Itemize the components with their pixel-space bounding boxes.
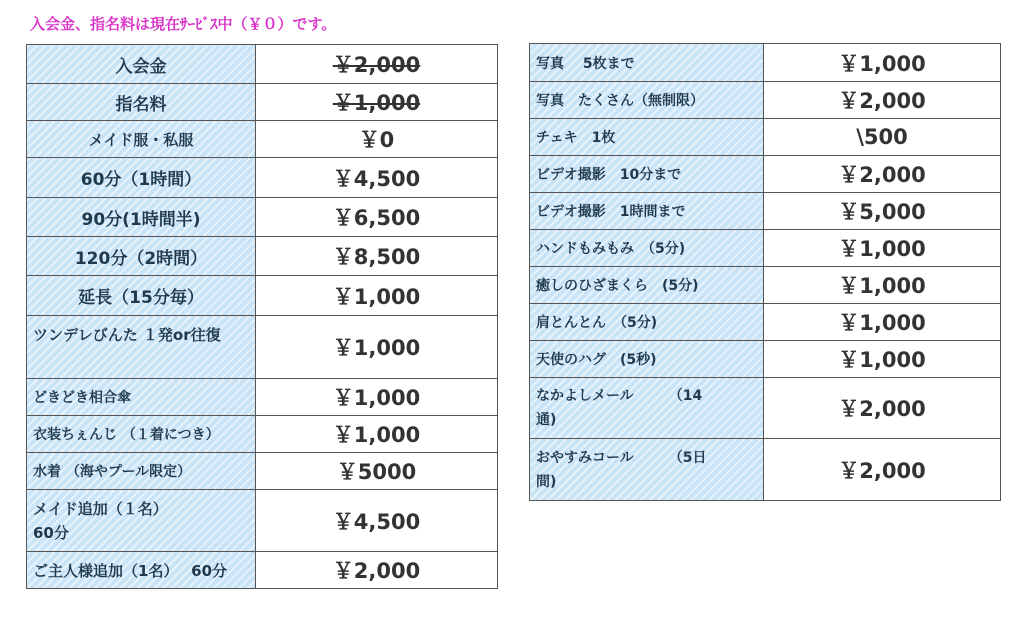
row-label: チェキ 1枚 bbox=[530, 119, 764, 156]
table-row bbox=[27, 276, 498, 316]
row-price: ￥8,500 bbox=[256, 237, 498, 276]
row-label: ツンデレびんた １発or往復 bbox=[27, 316, 256, 379]
table-row bbox=[27, 490, 498, 552]
row-price: \500 bbox=[764, 119, 1001, 156]
table-row bbox=[530, 267, 1001, 304]
row-price: ￥1,000 bbox=[764, 44, 1001, 82]
row-label: 衣装ちぇんじ （１着につき） bbox=[27, 416, 256, 453]
row-label: ハンドもみもみ （5分) bbox=[530, 230, 764, 267]
row-price: ￥1,000 bbox=[256, 276, 498, 316]
table-row bbox=[530, 230, 1001, 267]
row-label: 入会金 bbox=[27, 45, 256, 84]
row-label: 天使のハグ (5秒) bbox=[530, 341, 764, 378]
row-label bbox=[530, 378, 764, 439]
row-price: ￥6,500 bbox=[256, 198, 498, 237]
row-price: ￥1,000 bbox=[764, 341, 1001, 378]
table-row bbox=[27, 552, 498, 589]
table-row bbox=[530, 82, 1001, 119]
row-label-line: 60分 bbox=[33, 523, 69, 542]
row-price: ￥2,000 bbox=[256, 45, 498, 84]
row-label: 肩とんとん （5分) bbox=[530, 304, 764, 341]
row-price: ￥2,000 bbox=[256, 552, 498, 589]
table-row bbox=[530, 44, 1001, 82]
table-row bbox=[27, 45, 498, 84]
row-label bbox=[27, 490, 256, 552]
table-row bbox=[530, 193, 1001, 230]
row-label bbox=[530, 439, 764, 501]
row-price: ￥4,500 bbox=[256, 158, 498, 198]
row-price: ￥2,000 bbox=[764, 378, 1001, 439]
table-row bbox=[530, 341, 1001, 378]
row-label: 120分（2時間） bbox=[27, 237, 256, 276]
row-label: ビデオ撮影 1時間まで bbox=[530, 193, 764, 230]
row-price: ￥1,000 bbox=[764, 267, 1001, 304]
table-row bbox=[27, 416, 498, 453]
table-row bbox=[27, 453, 498, 490]
service-notice: 入会金、指名料は現在ｻｰﾋﾞｽ中（￥０）です。 bbox=[30, 15, 337, 33]
row-price: ￥1,000 bbox=[764, 304, 1001, 341]
row-label: 癒しのひざまくら (5分) bbox=[530, 267, 764, 304]
row-price: ￥5000 bbox=[256, 453, 498, 490]
row-price: ￥0 bbox=[256, 121, 498, 158]
row-label: メイド服・私服 bbox=[27, 121, 256, 158]
table-row bbox=[27, 237, 498, 276]
table-row bbox=[27, 84, 498, 121]
table-row bbox=[530, 439, 1001, 501]
row-price: ￥2,000 bbox=[764, 439, 1001, 501]
row-price: ￥1,000 bbox=[256, 316, 498, 379]
basic-price-table bbox=[26, 44, 498, 589]
table-row bbox=[530, 378, 1001, 439]
row-label: ご主人様追加（1名） 60分 bbox=[27, 552, 256, 589]
row-price: ￥1,000 bbox=[256, 84, 498, 121]
table-row bbox=[27, 379, 498, 416]
table-row bbox=[27, 121, 498, 158]
row-label: 延長（15分毎） bbox=[27, 276, 256, 316]
row-price: ￥4,500 bbox=[256, 490, 498, 552]
table-row bbox=[27, 198, 498, 237]
table-row bbox=[27, 316, 498, 379]
table-row bbox=[530, 156, 1001, 193]
table-row bbox=[27, 158, 498, 198]
table-row bbox=[530, 119, 1001, 156]
row-label-line: なかよしメール （14 bbox=[536, 388, 703, 404]
row-label: 写真 たくさん（無制限） bbox=[530, 82, 764, 119]
row-label: 60分（1時間） bbox=[27, 158, 256, 198]
row-price: ￥1,000 bbox=[764, 230, 1001, 267]
row-label: ビデオ撮影 10分まで bbox=[530, 156, 764, 193]
row-price: ￥2,000 bbox=[764, 82, 1001, 119]
row-label-line: おやすみコール （5日 bbox=[536, 449, 707, 466]
table-row bbox=[530, 304, 1001, 341]
row-label: 水着 （海やプール限定） bbox=[27, 453, 256, 490]
row-label-line: 間) bbox=[536, 473, 557, 490]
option-price-table bbox=[529, 43, 1001, 501]
row-price: ￥2,000 bbox=[764, 156, 1001, 193]
row-label-line: メイド追加（１名） bbox=[33, 499, 168, 518]
row-label-line: 通) bbox=[536, 412, 557, 428]
row-price: ￥5,000 bbox=[764, 193, 1001, 230]
row-price: ￥1,000 bbox=[256, 416, 498, 453]
row-label: 写真 5枚まで bbox=[530, 44, 764, 82]
row-label: 90分(1時間半) bbox=[27, 198, 256, 237]
row-label: どきどき相合傘 bbox=[27, 379, 256, 416]
row-label: 指名料 bbox=[27, 84, 256, 121]
row-price: ￥1,000 bbox=[256, 379, 498, 416]
